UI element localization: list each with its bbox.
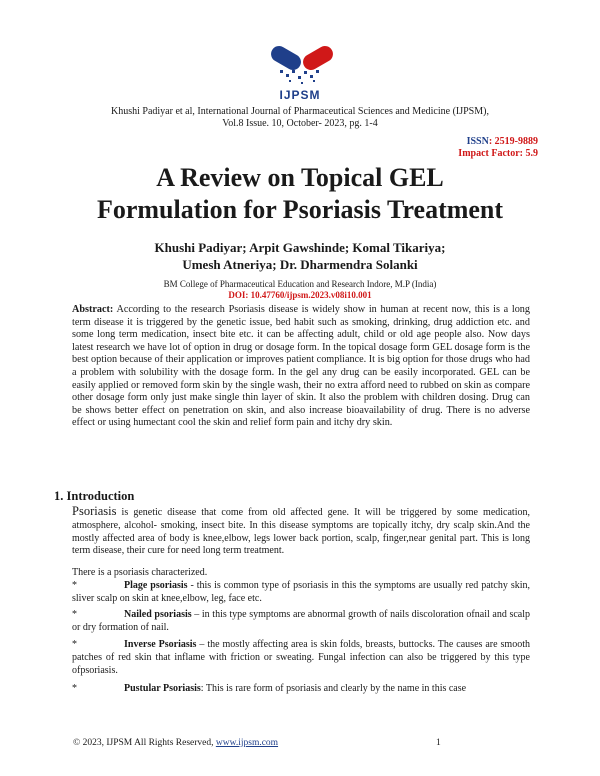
doi: DOI: 10.47760/ijpsm.2023.v08i10.001: [228, 290, 372, 300]
list-item-term: Pustular Psoriasis: [124, 683, 201, 694]
affiliation: BM College of Pharmaceutical Education and Research Indore, M.P (India): [163, 279, 437, 289]
list-item-term: Plage psoriasis: [124, 580, 188, 591]
affiliation-block: [60, 279, 540, 301]
list-item: [72, 609, 530, 635]
footer: [73, 738, 278, 748]
list-item: [72, 639, 530, 677]
intro-paragraph-text: is genetic disease that come from old affected gene. It will be triggered by some medication, atmosphere, alcohol- smoking, insect bite. In this disease symptoms are topically itchy, dry scalp skin.And the mostly affected area of body is knee,elbow, legs lower back portion, scalp, finger,near genital part. This is long term disease, their cure for need long term treatment.: [72, 507, 530, 557]
list-marker: *: [72, 639, 77, 650]
list-marker: *: [72, 580, 77, 591]
list-item-text: : This is rare form of psoriasis and clearly by the name in this case: [200, 683, 467, 694]
title-line-1: A Review on Topical GEL: [156, 163, 444, 192]
authors-line-2: Umesh Atneriya; Dr. Dharmendra Solanki: [182, 257, 418, 272]
title-line-2: Formulation for Psoriasis Treatment: [96, 195, 504, 224]
list-item-text: - this is common type of psoriasis in this the symptoms are usually red patchy skin, sliver scalp on skin at knee,elbow, leg, face etc.: [72, 580, 530, 604]
abstract: [72, 304, 530, 430]
list-item-term: Inverse Psoriasis: [124, 639, 197, 650]
impact-factor: Impact Factor: 5.9: [458, 148, 538, 159]
citation: [60, 106, 540, 130]
list-item: [72, 580, 530, 606]
intro-paragraph-2: There is a psoriasis characterized.: [72, 567, 208, 578]
list-item-text: – the mostly affecting area is skin folds, breasts, buttocks. The causes are smooth patches of red skin that inflame with friction or sweating. Fungal infection can also be triggered by this type ofpsoriasis.: [72, 639, 530, 676]
list-marker: *: [72, 609, 77, 620]
list-item-term: Nailed psoriasis: [124, 609, 192, 620]
journal-logo-text: IJPSM: [279, 88, 321, 102]
authors-line-1: Khushi Padiyar; Arpit Gawshinde; Komal Tikariya;: [154, 240, 446, 255]
citation-line-2: Vol.8 Issue. 10, October- 2023, pg. 1-4: [222, 118, 378, 129]
list-item-text: – in this type symptoms are abnormal growth of nails discoloration ofnail and scalp or dry formation of nail.: [72, 609, 530, 633]
issn-block: [458, 136, 538, 160]
capsule-icon: [268, 43, 336, 73]
page-number: 1: [436, 738, 441, 748]
citation-line-1: Khushi Padiyar et al, International Journal of Pharmaceutical Sciences and Medicine (IJPSM),: [111, 106, 489, 117]
section-heading: 1. Introduction: [54, 489, 135, 503]
authors: [60, 239, 540, 273]
abstract-label: Abstract:: [72, 304, 114, 315]
list-item: [72, 683, 530, 696]
issn-label: ISSN: [466, 136, 489, 147]
list-marker: *: [72, 683, 77, 694]
copyright: © 2023, IJPSM All Rights Reserved,: [73, 738, 216, 748]
abstract-text: According to the research Psoriasis disease is widely show in human at recent now, this is a long term disease it is triggered by the genetic issue, bed habit such as smoking, drinking, drug addiction etc. and some long term medication, insect bite etc. it can be affecting adult, child or old age people also. Now days latest research we have lot of option in drug or dosage form. In the topical dosage form GEL dosage form is the best option because of their application or improves patient compliance. It is big option for those drugs who had a problem with solubility with the dosage form. In the gel any drug can be easily incorporated. GEL can be easily applied or removed form skin by the single wash, their no extra afford need to rubbed on skin as compare other dosage form only just make single thin layer of skin. It also the problem with children dosing. Drug can be shows better effect on penetration on skin, and also increase bioavailability of drug. There is no adverse effect or using humectant cool the skin and relief form pain and itchy dry skin.: [72, 304, 530, 429]
paper-title: [40, 162, 560, 226]
intro-paragraph: [72, 505, 530, 558]
intro-lead-word: Psoriasis: [72, 504, 117, 518]
issn-value: : 2519-9889: [488, 136, 538, 147]
footer-link[interactable]: www.ijpsm.com: [215, 738, 279, 748]
